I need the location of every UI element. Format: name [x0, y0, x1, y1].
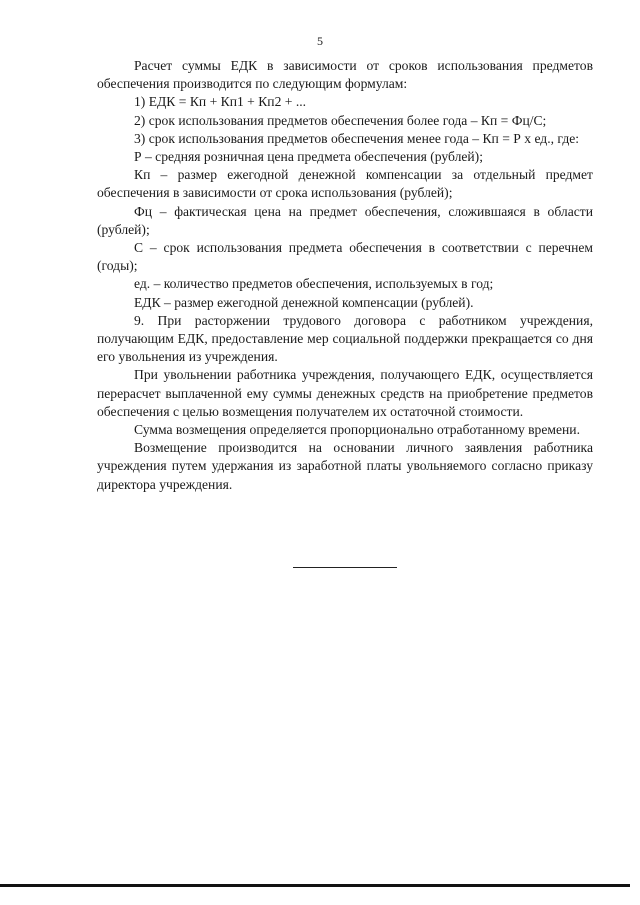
document-body [97, 57, 593, 494]
definition-ed: ед. – количество предметов обеспечения, используемых в год; [134, 276, 494, 292]
formula-1: 1) ЕДК = Кп + Кп1 + Кп2 + ... [134, 94, 307, 110]
clause-9-paragraph: 9. При расторжении трудового договора с работником учреждения, получающим ЕДК, предоставление мер социальной поддержки прекращается со дня его увольнения из учреждения. [97, 312, 593, 365]
definition-fc: Фц – фактическая цена на предмет обеспечения, сложившаяся в области (рублей); [97, 203, 593, 237]
definition-edk: ЕДК – размер ежегодной денежной компенсации (рублей). [134, 294, 474, 310]
definition-s: С – срок использования предмета обеспечения в соответствии с перечнем (годы); [97, 240, 593, 274]
intro-paragraph: Расчет суммы ЕДК в зависимости от сроков использования предметов обеспечения производится по следующим формулам: [97, 58, 593, 92]
formula-3: 3) срок использования предметов обеспечения менее года – Кп = Р х ед., где: [134, 130, 580, 146]
reimbursement-amount-paragraph: Сумма возмещения определяется пропорционально отработанному времени. [134, 422, 580, 438]
end-separator-line [293, 567, 397, 568]
formula-2: 2) срок использования предметов обеспечения более года – Кп = Фц/С; [134, 112, 547, 128]
definition-p: Р – средняя розничная цена предмета обеспечения (рублей); [134, 149, 483, 165]
reimbursement-procedure-paragraph: Возмещение производится на основании личного заявления работника учреждения путем удержания из заработной платы увольняемого согласно приказу директора учреждения. [97, 440, 593, 492]
page-number: 5 [317, 34, 323, 48]
definition-kp: Кп – размер ежегодной денежной компенсации за отдельный предмет обеспечения в зависимости от срока использования (рублей); [97, 167, 593, 201]
recalculation-paragraph: При увольнении работника учреждения, получающего ЕДК, осуществляется перерасчет выплаченной ему суммы денежных средств на приобретение предметов обеспечения с целью возмещения получателем их остаточной стоимости. [97, 367, 593, 419]
bottom-rule [0, 884, 630, 887]
